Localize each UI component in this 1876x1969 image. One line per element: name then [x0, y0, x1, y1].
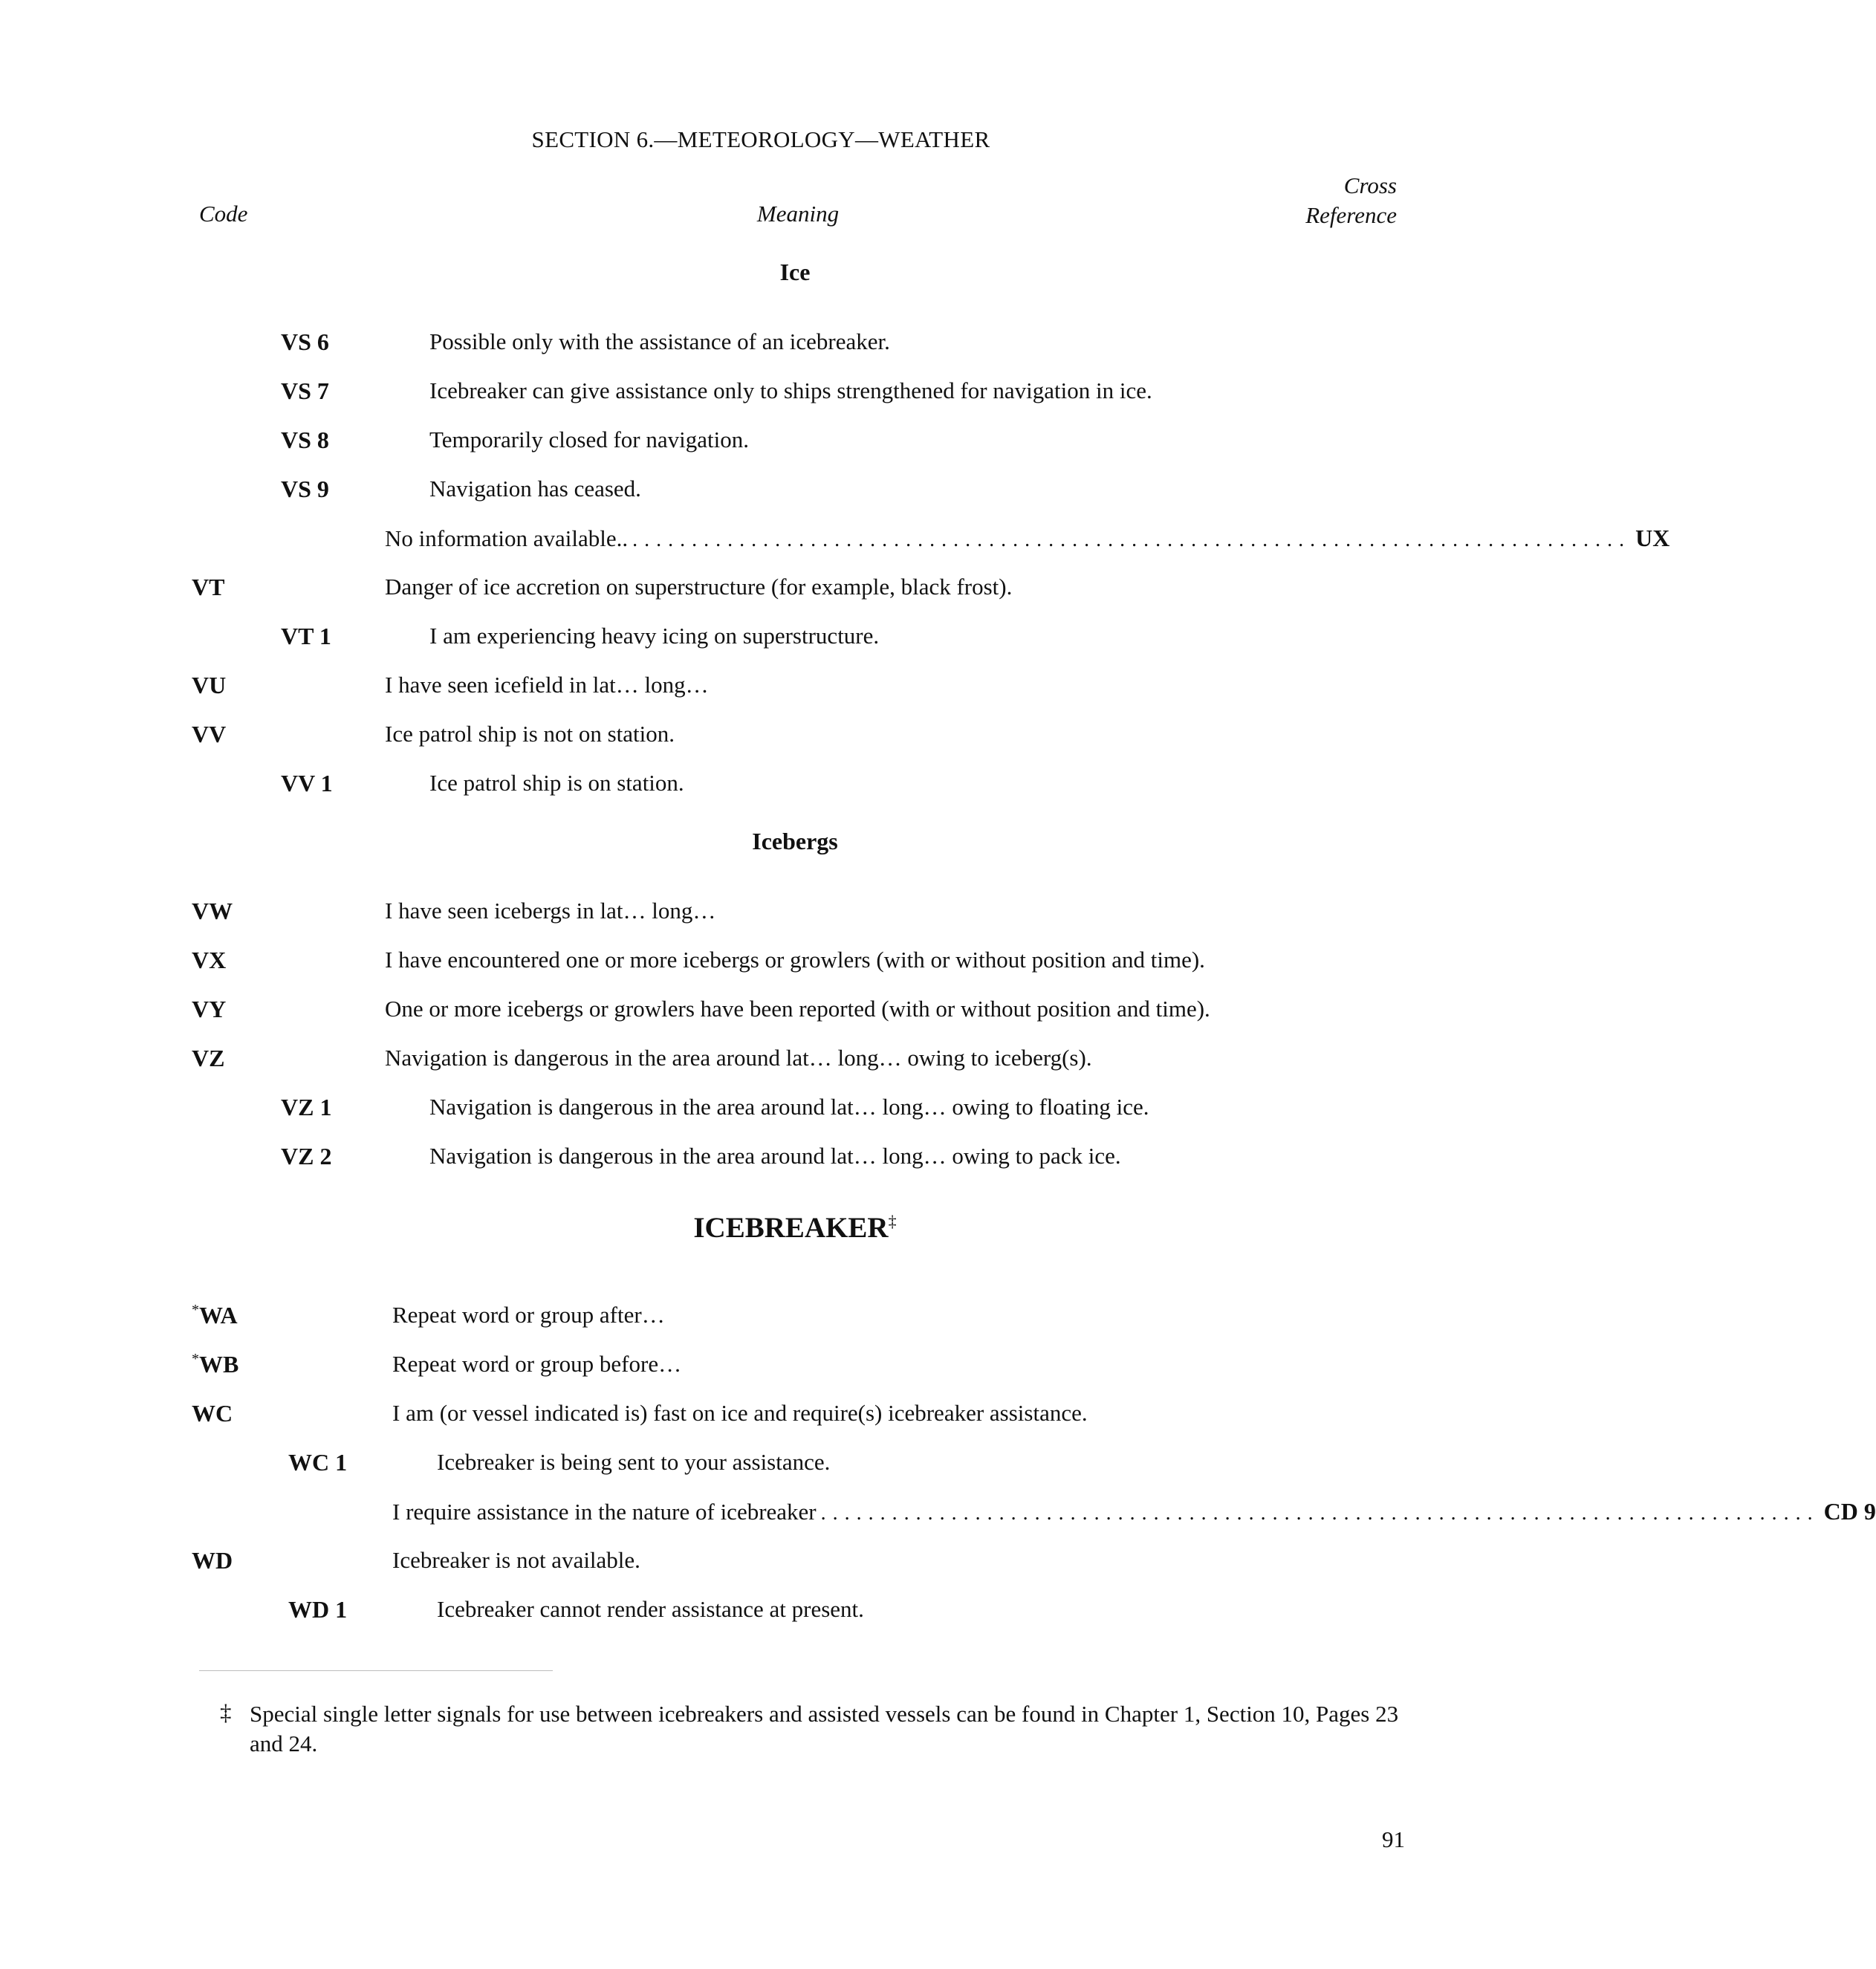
- footnote-mark: ‡: [220, 1699, 232, 1725]
- signal-code: VV: [192, 721, 227, 747]
- signal-meaning: I have encountered one or more icebergs or growlers (with or without position and time).: [385, 947, 1205, 973]
- signal-code: VT 1: [281, 623, 331, 649]
- signal-meaning: I am (or vessel indicated is) fast on ice and require(s) icebreaker assistance.: [392, 1400, 1088, 1426]
- signal-code: WD: [192, 1547, 233, 1574]
- subsection-title-icebergs: Icebergs: [752, 828, 838, 854]
- signal-code: VS 6: [281, 328, 329, 355]
- signal-code-text: WB: [199, 1351, 239, 1378]
- signal-meaning: Navigation is dangerous in the area around lat… long… owing to pack ice.: [429, 1143, 1121, 1169]
- footnote-divider: [199, 1670, 553, 1671]
- signal-meaning: Navigation is dangerous in the area around lat… long… owing to floating ice.: [429, 1094, 1149, 1120]
- signal-code: WC: [192, 1400, 233, 1427]
- section-heading-icebreaker: [0, 1211, 1590, 1245]
- signal-code: [192, 1351, 238, 1378]
- asterisk-mark: *: [192, 1351, 199, 1367]
- signal-code: [192, 1302, 238, 1329]
- signal-code: VY: [192, 996, 227, 1022]
- cross-reference-code: UX: [1635, 525, 1670, 551]
- column-header-cross-reference: [1263, 171, 1397, 230]
- signal-code: VU: [192, 672, 227, 698]
- signal-meaning: Temporarily closed for navigation.: [429, 426, 749, 452]
- cross-reference-row: [385, 525, 1670, 552]
- signal-meaning: Repeat word or group after…: [392, 1302, 665, 1328]
- signal-meaning: Icebreaker is being sent to your assistance.: [437, 1449, 831, 1475]
- signal-meaning: Icebreaker is not available.: [392, 1547, 640, 1573]
- footnote-text: Special single letter signals for use between icebreakers and assisted vessels can be found in Chapter 1, Section 10, Pages 23 and 24.: [250, 1701, 1399, 1756]
- icebreaker-title: ICEBREAKER: [693, 1212, 889, 1244]
- signal-meaning: I have seen icefield in lat… long…: [385, 672, 709, 698]
- signal-code: VZ: [192, 1045, 225, 1071]
- signal-code: WC 1: [288, 1449, 348, 1476]
- signal-code: VS 7: [281, 377, 329, 404]
- signal-code: VT: [192, 574, 225, 600]
- signal-code-text: WA: [199, 1302, 238, 1329]
- cross-reference-meaning: No information available..: [385, 525, 629, 551]
- signal-code: VZ 2: [281, 1143, 332, 1170]
- signal-meaning: Navigation has ceased.: [429, 476, 641, 502]
- dot-leader: ....................................................................................: [632, 528, 1632, 551]
- dot-leader: ....................................................................................: [820, 1502, 1820, 1525]
- signal-code: VZ 1: [281, 1094, 332, 1120]
- cross-reference-row: [392, 1498, 1876, 1525]
- signal-meaning: Icebreaker can give assistance only to ships strengthened for navigation in ice.: [429, 377, 1152, 403]
- signal-meaning: Possible only with the assistance of an icebreaker.: [429, 328, 890, 354]
- signal-code: WD 1: [288, 1596, 348, 1623]
- cross-reference-code: CD 9: [1823, 1498, 1876, 1525]
- signal-meaning: Icebreaker cannot render assistance at present.: [437, 1596, 864, 1622]
- signal-code: VV 1: [281, 770, 333, 797]
- page-number: 91: [1382, 1826, 1405, 1852]
- column-header-code: Code: [199, 201, 248, 227]
- signal-meaning: Danger of ice accretion on superstructure (for example, black frost).: [385, 574, 1013, 600]
- signal-meaning: I am experiencing heavy icing on superstructure.: [429, 623, 880, 649]
- cross-header-line1: Cross: [1343, 172, 1397, 198]
- asterisk-mark: *: [192, 1302, 199, 1318]
- signal-code: VS 9: [281, 476, 329, 502]
- signal-meaning: Navigation is dangerous in the area around lat… long… owing to iceberg(s).: [385, 1045, 1092, 1071]
- signal-code: VX: [192, 947, 227, 973]
- section-title: SECTION 6.—METEOROLOGY—WEATHER: [531, 126, 990, 152]
- signal-meaning: Ice patrol ship is on station.: [429, 770, 684, 796]
- column-header-meaning: Meaning: [756, 201, 840, 227]
- subsection-title-ice: Ice: [779, 259, 811, 285]
- signal-code: VW: [192, 898, 233, 924]
- cross-reference-meaning: I require assistance in the nature of icebreaker: [392, 1499, 817, 1525]
- double-dagger-mark: ‡: [888, 1212, 897, 1230]
- signal-meaning: Repeat word or group before…: [392, 1351, 682, 1377]
- cross-header-line2: Reference: [1305, 202, 1397, 228]
- signal-code: VS 8: [281, 426, 329, 453]
- signal-meaning: Ice patrol ship is not on station.: [385, 721, 675, 747]
- signal-meaning: One or more icebergs or growlers have been reported (with or without position and time).: [385, 996, 1210, 1022]
- signal-meaning: I have seen icebergs in lat… long…: [385, 898, 716, 924]
